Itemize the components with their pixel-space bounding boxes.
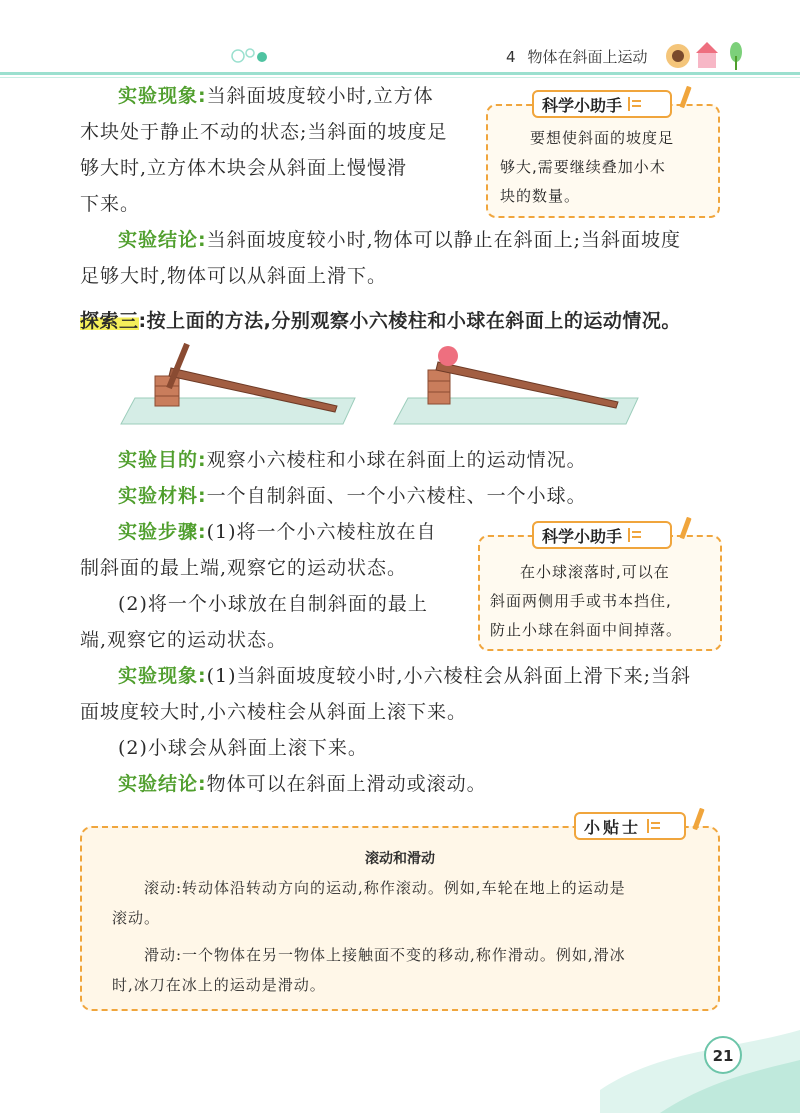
text-line: 滑动:一个物体在另一物体上接触面不变的移动,称作滑动。例如,滑冰 [144, 946, 626, 964]
text-line: 制斜面的最上端,观察它的运动状态。 [80, 557, 408, 579]
phenomenon-paragraph-2 [80, 658, 740, 766]
text-line: (2)将一个小球放在自制斜面的最上 [118, 593, 428, 615]
notes-icon [628, 97, 644, 111]
conclusion-line-2 [118, 766, 738, 802]
phenomenon-paragraph-1 [80, 78, 480, 222]
running-header [506, 46, 648, 67]
purpose-text: 观察小六棱柱和小球在斜面上的运动情况。 [206, 449, 587, 471]
chapter-title: 物体在斜面上运动 [527, 48, 648, 66]
conclusion-text: 物体可以在斜面上滑动或滚动。 [206, 773, 487, 795]
ramp-with-hexagonal-prism-illustration [115, 340, 375, 434]
explore-text: :按上面的方法,分别观察小六棱柱和小球在斜面上的运动情况。 [138, 310, 681, 332]
text-line: 防止小球在斜面中间掉落。 [490, 621, 683, 639]
ramp-with-ball-illustration [388, 340, 658, 434]
tips-tab [574, 812, 686, 840]
text-line: 够大,需要继续叠加小木 [500, 158, 666, 176]
text-line: 当斜面坡度较小时,立方体 [206, 85, 434, 107]
bubble-decor-icon [230, 44, 270, 68]
purpose-line [118, 442, 738, 478]
text-line: 在小球滚落时,可以在 [520, 563, 670, 581]
phenomenon-label: 实验现象: [118, 85, 207, 107]
text-line: (1)当斜面坡度较小时,小六棱柱会从斜面上滑下来;当斜 [206, 665, 691, 687]
text-line: 滚动:转动体沿转动方向的运动,称作滚动。例如,车轮在地上的运动是 [144, 879, 626, 897]
text-line: 滚动。 [112, 909, 161, 927]
helper-title: 科学小助手 [542, 95, 623, 115]
text-line: 要想使斜面的坡度足 [530, 129, 675, 147]
notes-icon [628, 528, 644, 542]
text-line: 够大时,立方体木块会从斜面上慢慢滑 [80, 157, 408, 179]
rolling-paragraph [112, 873, 712, 933]
explore-label: 探索三 [80, 310, 139, 332]
text-line: 面坡度较大时,小六棱柱会从斜面上滚下来。 [80, 701, 468, 723]
header-cartoon-icon [662, 36, 752, 76]
helper-text-1 [500, 124, 705, 211]
text-line: 木块处于静止不动的状态;当斜面的坡度足 [80, 121, 448, 143]
tips-title: 滚动和滑动 [365, 851, 435, 867]
materials-text: 一个自制斜面、一个小六棱柱、一个小球。 [206, 485, 587, 507]
text-line: 下来。 [80, 193, 141, 215]
chapter-number: 4 [506, 48, 516, 66]
conclusion-paragraph-1 [80, 222, 740, 294]
footer-wave-decor [600, 1030, 800, 1117]
science-helper-tab-1 [532, 90, 672, 118]
tips-tab-label: 小贴士 [584, 817, 642, 837]
phenomenon-label: 实验现象: [118, 665, 207, 687]
conclusion-label: 实验结论: [118, 229, 207, 251]
steps-label: 实验步骤: [118, 521, 207, 543]
steps-paragraph [80, 514, 470, 658]
header-rule [0, 72, 800, 75]
text-line: 端,观察它的运动状态。 [80, 629, 288, 651]
text-line: 时,冰刀在冰上的运动是滑动。 [112, 976, 326, 994]
text-line: 当斜面坡度较小时,物体可以静止在斜面上;当斜面坡度 [206, 229, 682, 251]
purpose-label: 实验目的: [118, 449, 207, 471]
helper-text-2 [490, 558, 715, 645]
helper-title: 科学小助手 [542, 526, 623, 546]
text-line: (1)将一个小六棱柱放在自 [206, 521, 437, 543]
text-line: 块的数量。 [500, 187, 581, 205]
materials-label: 实验材料: [118, 485, 207, 507]
science-helper-tab-2 [532, 521, 672, 549]
materials-line [118, 478, 738, 514]
notes-icon [647, 819, 663, 833]
text-line: 斜面两侧用手或书本挡住, [490, 592, 672, 610]
text-line: (2)小球会从斜面上滚下来。 [118, 737, 368, 759]
sliding-paragraph [112, 940, 712, 1000]
text-line: 足够大时,物体可以从斜面上滑下。 [80, 265, 388, 287]
page-number: 21 [704, 1036, 742, 1074]
header-decor-left [230, 44, 270, 72]
conclusion-label: 实验结论: [118, 773, 207, 795]
explore-three-heading [80, 306, 681, 333]
ball-icon [438, 346, 458, 366]
